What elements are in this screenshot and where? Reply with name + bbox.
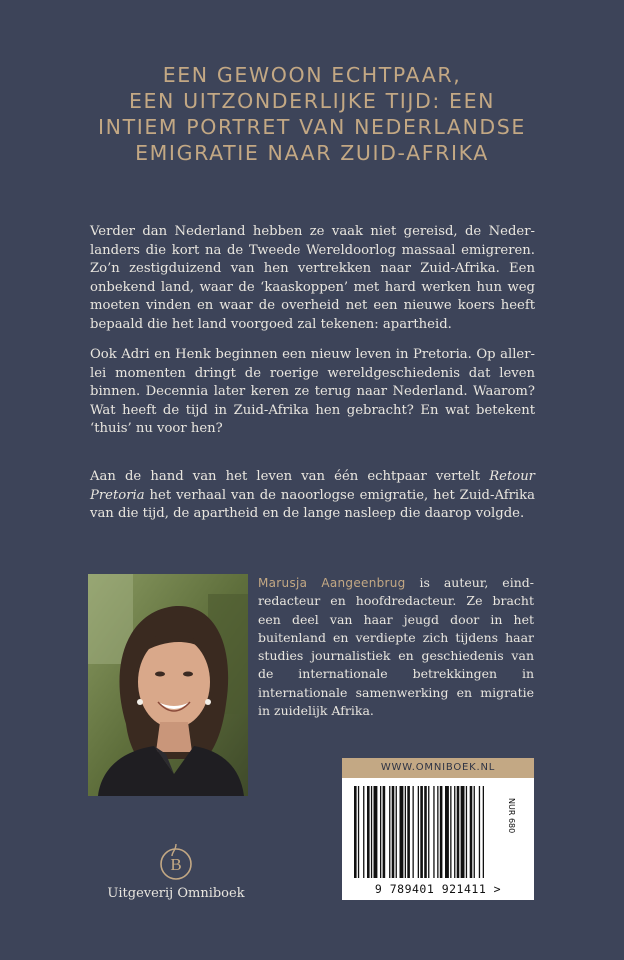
publisher-url: WWW.OMNIBOEK.NL [342,758,534,778]
blurb-paragraph-1: Verder dan Nederland hebben ze vaak niet gereisd, de Nederlanders die kort na de Tweede Wereldoorlog massaal emigreren. Zo’n zestigduizend van hen vertrekken naar Zuid-Afrika. Een onbekend land, waar de ‘kaaskoppen’ met hard werken hun weg moeten vinden en waar de overheid net een nieuwe koers heeft bepaald die het land voorgoed zal tekenen: apartheid. [90,224,535,332]
author-portrait-image [88,574,248,796]
blurb-paragraph-3 [90,468,535,524]
nur-code: NUR 680 [507,798,516,834]
isbn-barcode [342,778,534,900]
author-bio-text: is auteur, eindredacteur en hoofdredacteur. Ze bracht een deel van haar jeugd door in het buitenland en verdiepte zich tijdens haar studies journalistiek en geschiedenis van de internationale betrekkingen in internationale samenwerking en migratie in zuidelijk Afrika. [258,575,534,719]
headline-line: EEN UITZONDERLIJKE TIJD: EEN [128,89,496,113]
author-name: Marusja Aangeenbrug [258,576,406,590]
paragraph-text: het verhaal van de naoorlogse emigratie, het Zuid-Afrika van die tijd, de apartheid en de lange nasleep die daarop volgde. [90,487,535,522]
svg-text:B: B [170,855,182,874]
author-bio [258,574,534,720]
isbn-digits: 9 789401 921411 > [374,882,502,896]
headline [0,62,624,166]
book-title: Retour Pretoria [90,469,535,503]
headline-line: INTIEM PORTRET VAN NEDERLANDSE [98,115,526,139]
omniboek-logo-icon [152,838,200,886]
paragraph-text: Aan de hand van het leven van één echtpaar vertelt [90,469,490,484]
author-photo [88,574,248,796]
blurb-paragraph-2: Ook Adri en Henk beginnen een nieuw leven in Pretoria. Op allerlei momenten dringt de roerige wereldgeschiedenis dat leven binnen. Decennia later keren ze terug naar Nederland. Waarom? Wat heeft de tijd in Zuid-Afrika hen gebracht? En wat betekent ‘thuis’ nu voor hen? [90,347,535,437]
headline-line: EMIGRATIE NAAR ZUID-AFRIKA [135,141,489,165]
headline-line: EEN GEWOON ECHTPAAR, [162,63,462,87]
publisher-name: Uitgeverij Omniboek [107,886,245,901]
